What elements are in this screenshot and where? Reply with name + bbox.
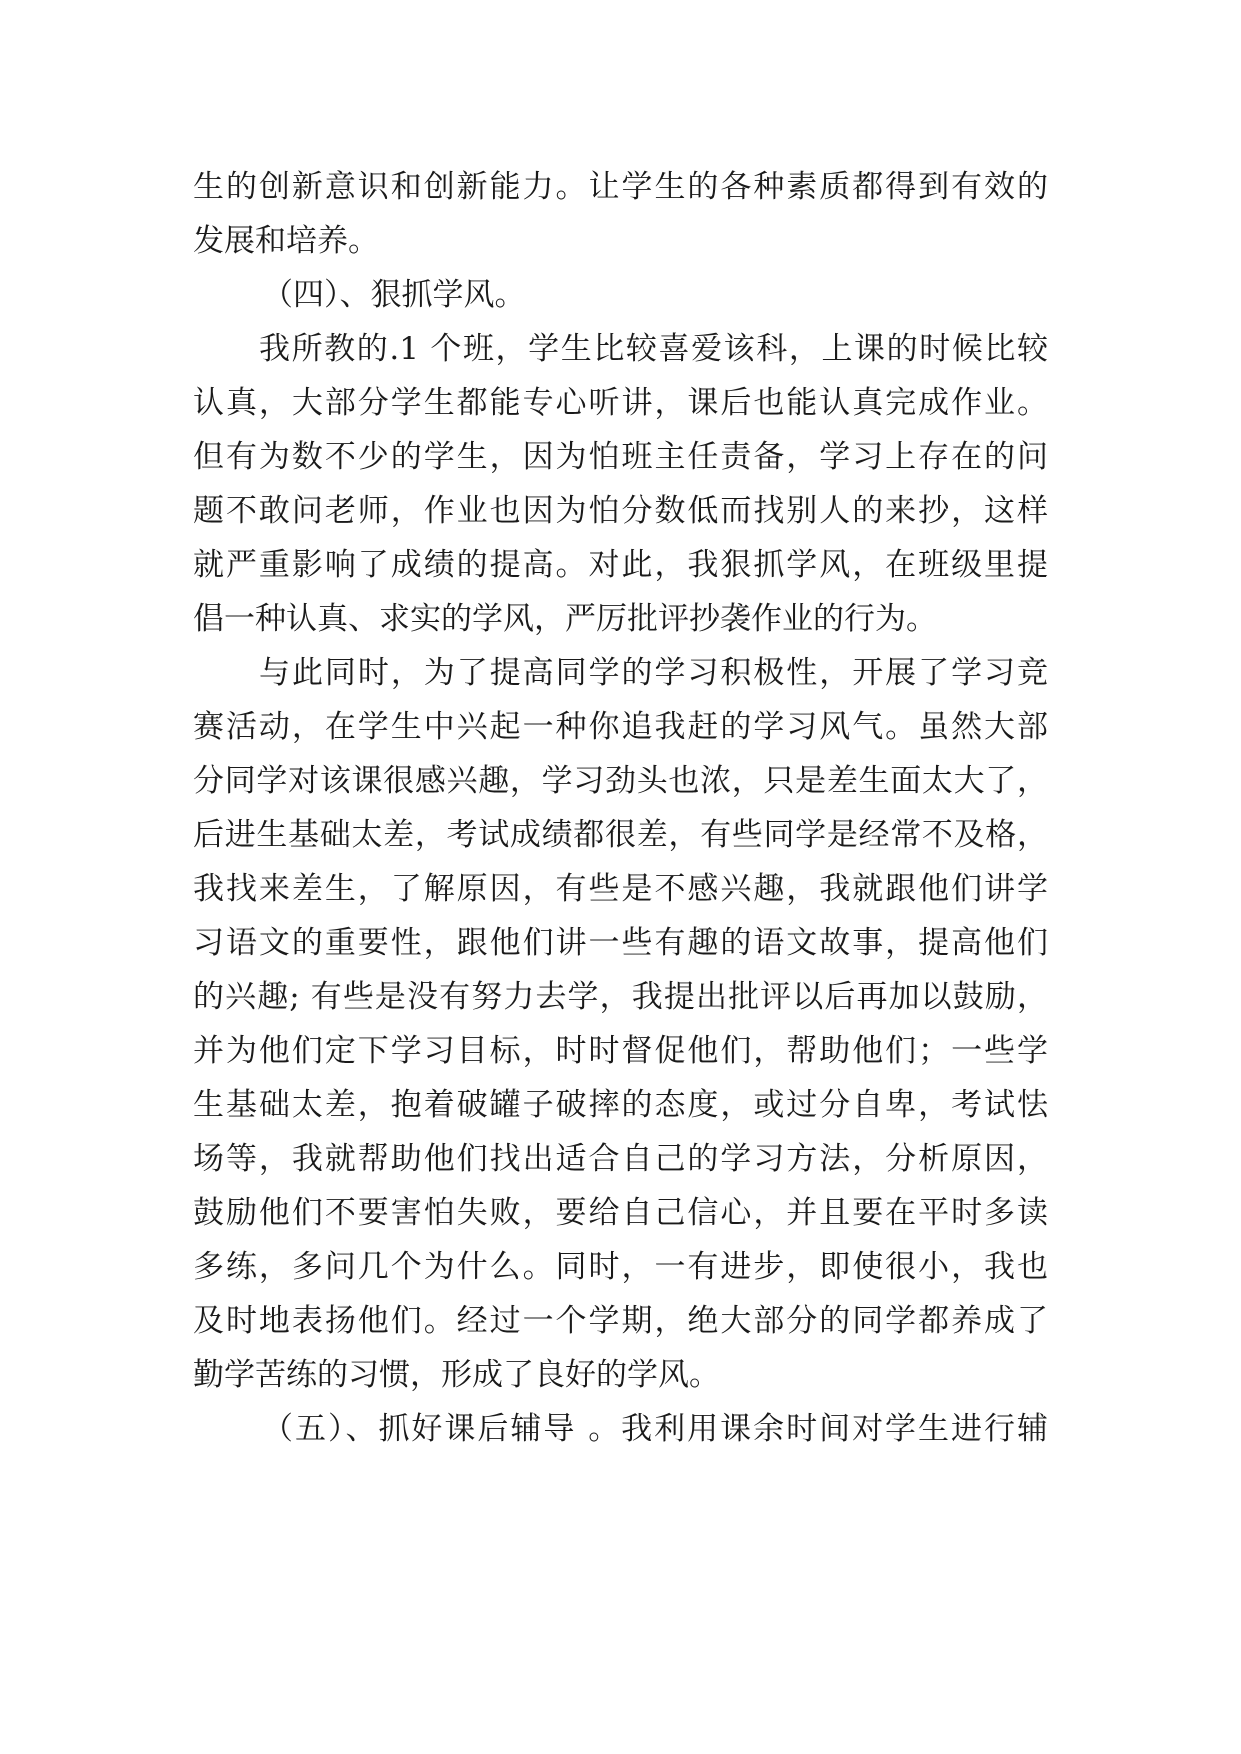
text-line: 题不敢问老师，作业也因为怕分数低而找别人的来抄，这样 xyxy=(193,493,1048,529)
text-line: 生的创新意识和创新能力。让学生的各种素质都得到有效的 xyxy=(193,169,1048,205)
text-line: 并为他们定下学习目标，时时督促他们，帮助他们；一些学 xyxy=(193,1033,1048,1069)
text-line: 认真，大部分学生都能专心听讲，课后也能认真完成作业。 xyxy=(193,385,1048,421)
text-line: 与此同时，为了提高同学的学习积极性，开展了学习竞 xyxy=(259,655,1048,691)
text-line: 的兴趣; 有些是没有努力去学，我提出批评以后再加以鼓励， xyxy=(193,979,1048,1015)
text-line: 倡一种认真、求实的学风，严厉批评抄袭作业的行为。 xyxy=(193,601,937,637)
text-line: 多练，多问几个为什么。同时，一有进步，即使很小，我也 xyxy=(193,1249,1048,1285)
section-heading: （五）、抓好课后辅导 。我利用课余时间对学生进行辅 xyxy=(262,1411,1048,1447)
section-heading: （四）、狠抓学风。 xyxy=(262,277,526,313)
text-line: 就严重影响了成绩的提高。对此，我狠抓学风，在班级里提 xyxy=(193,547,1048,583)
text-line: 赛活动，在学生中兴起一种你追我赶的学习风气。虽然大部 xyxy=(193,709,1048,745)
text-line: 场等，我就帮助他们找出适合自己的学习方法，分析原因， xyxy=(193,1141,1048,1177)
text-line: 生基础太差，抱着破罐子破摔的态度，或过分自卑，考试怯 xyxy=(193,1087,1048,1123)
text-line: 我找来差生，了解原因，有些是不感兴趣，我就跟他们讲学 xyxy=(193,871,1048,907)
text-line: 鼓励他们不要害怕失败，要给自己信心，并且要在平时多读 xyxy=(193,1195,1048,1231)
text-line: 但有为数不少的学生，因为怕班主任责备，学习上存在的问 xyxy=(193,439,1048,475)
text-line: 勤学苦练的习惯，形成了良好的学风。 xyxy=(193,1357,720,1393)
text-line: 分同学对该课很感兴趣，学习劲头也浓，只是差生面太大了， xyxy=(193,763,1048,799)
text-line: 及时地表扬他们。经过一个学期，绝大部分的同学都养成了 xyxy=(193,1303,1048,1339)
text-line: 我所教的.1 个班，学生比较喜爱该科，上课的时候比较 xyxy=(259,331,1048,367)
text-line: 习语文的重要性，跟他们讲一些有趣的语文故事，提高他们 xyxy=(193,925,1048,961)
text-line: 后进生基础太差，考试成绩都很差，有些同学是经常不及格， xyxy=(193,817,1048,853)
text-line: 发展和培养。 xyxy=(193,223,379,259)
